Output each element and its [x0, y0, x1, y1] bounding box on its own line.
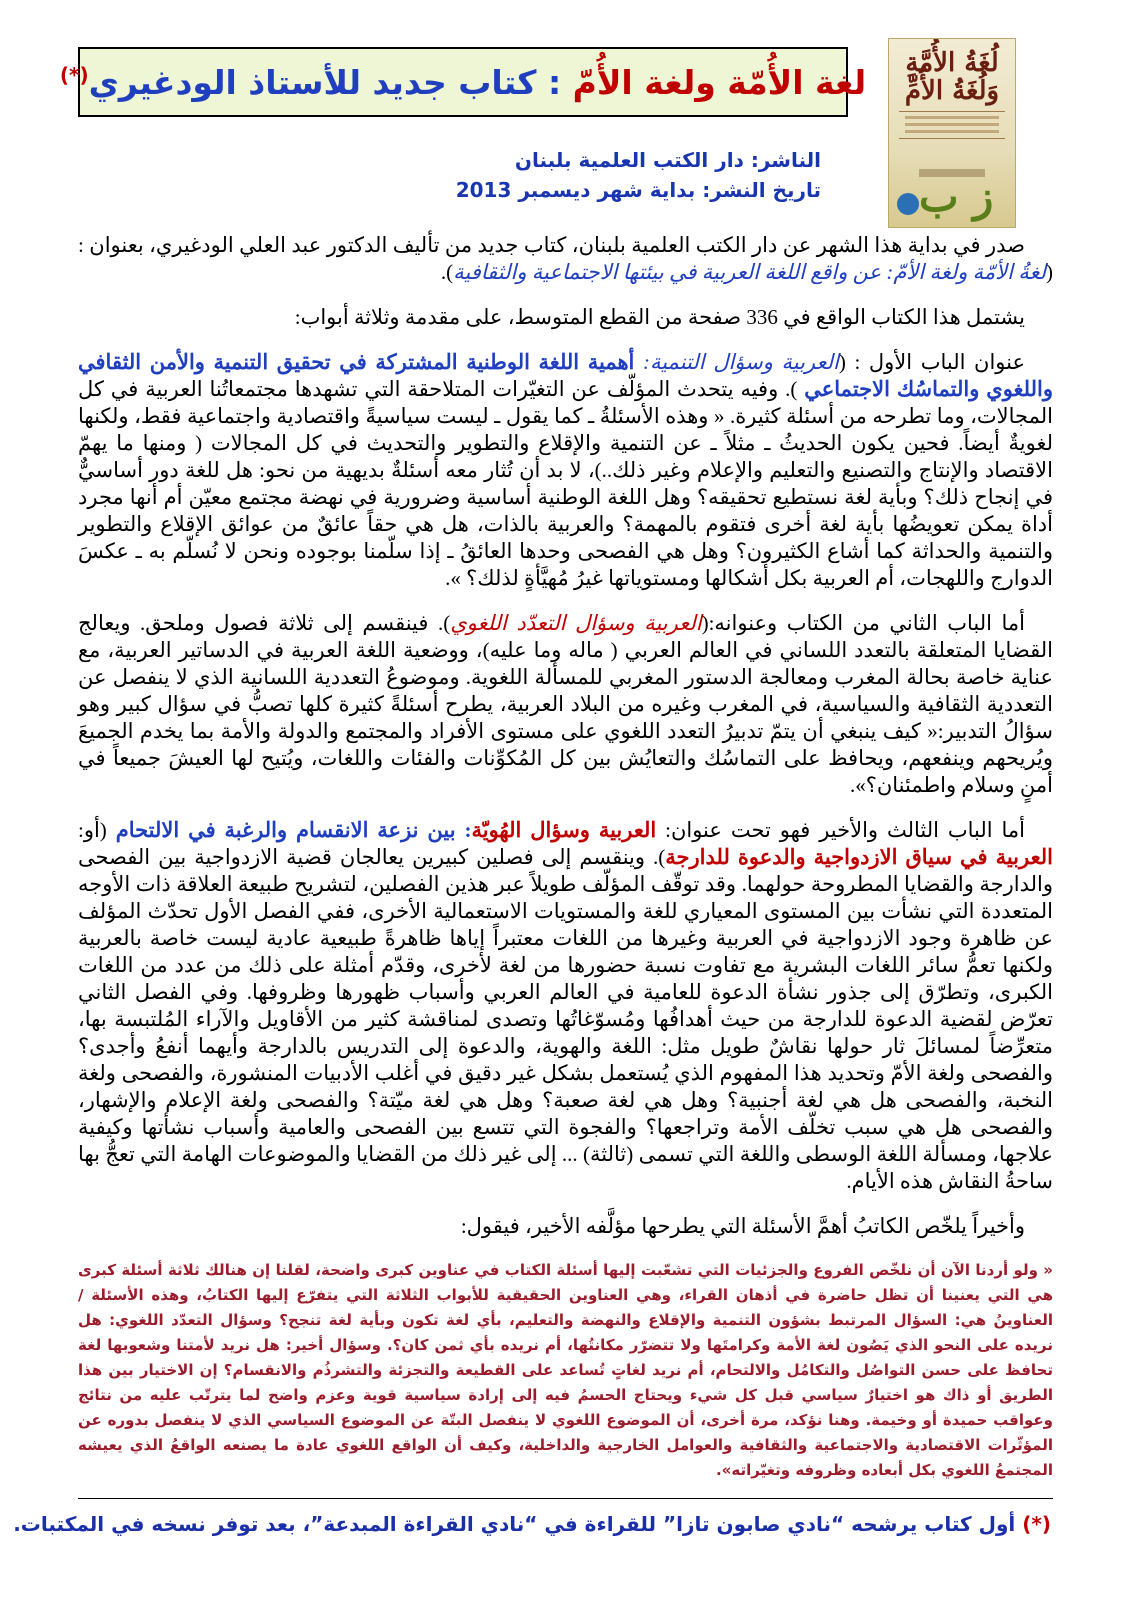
title-footnote-mark: (*) — [59, 63, 89, 87]
paragraph-contents: يشتمل هذا الكتاب الواقع في 336 صفحة من القطع المتوسط، على مقدمة وثلاثة أبواب: — [294, 305, 1025, 329]
footnote-divider — [78, 1498, 1053, 1499]
paragraph-chapter-2 — [78, 610, 1053, 799]
chapter1-text: ). وفيه يتحدث المؤلّف عن التغيّرات المتلاحقة التي تشهدها مجتمعاتُنا العربية في كل المجالات، وما تطرحه من أسئلة كثيرة. « وهذه الأسئلةُ ـ كما يقول ـ ليست سياسيةً واقتصادية واجتماعية فقط، ولكنها لغويةٌ أيضاً. فحين يكون الحديثُ ـ مثلاً ـ عن التنمية والإقلاع والتطوير والتحديث في كل المجالات ( ومنها ما يهمّ الاقتصاد والإنتاج والتصنيع والتعليم والإعلام وغير ذلك..)، لا بد أن تُثار معه أسئلةٌ بديهية من نحو: هل للغة دور أساسيٌّ في إنجاح ذلك؟ وبأية لغة نستطيع تحقيقه؟ وهل اللغة الوطنية أساسية وضرورية في نهضة مجتمع معيّن أم أنها مجرد أداة يمكن تعويضُها بأية لغة أخرى فتقوم بالمهمة؟ والعربية بالذات، هل هي حقاً عائقٌ من عوائق الإقلاع والتطوير والتنمية والحداثة كما أشاع الكثيرون؟ وهل هي الفصحى وحدها العائقُ ـ إذا سلّمنا بوجوده ونحن لا نُسلّم به ـ عكسَ الدوارج واللهجات، أم العربية بكل أشكالها ومستوياتها غيرُ مُهيَّأةٍ لذلك؟ ». — [78, 377, 1053, 590]
chapter3-text: ). وينقسم إلى فصلين كبيرين يعالجان قضية الازدواجية بين الفصحى والدارجة والقضايا المطروحة حولهما. وقد توقّف المؤلّف طويلاً عبر هذين الفصلين، لتشريح طبيعة العلاقة ذات الأوجه المتعددة التي نشأت بين المستوى المعياري للغة والمستويات الاستعمالية الأخرى، ففي الفصل الأول تحدّث المؤلف عن ظاهرة وجود الازدواجية في العربية وغيرها من اللغات معتبراً إياها ظاهرةً طبيعية عادية ليست خاصة بالعربية ولكنها تعمُّ سائر اللغات البشرية مع تفاوت نسبة حضورها من لغة لأخرى، وقدّم أمثلة على ذلك من عدد من اللغات الكبرى، وتطرّق إلى جذور نشأة الدعوة للعامية في العالم العربي وأسباب ظهورها وظروفها. وفي الفصل الثاني تعرّض لقضية الدعوة للدارجة من حيث أهدافُها ومُسوّغاتُها وتصدى لمناقشة كثير من الأقاويل والآراء المُلتبسة بها، متعرِّضاً لمسائلَ ثار حولها نقاشٌ طويل مثل: اللغة والهوية، والدعوة إلى التدريس بالدارجة وأيهما أنفعُ وأجدى؟ والفصحى ولغة الأمّ وتحديد هذا المفهوم الذي يُستعمل بشكل غير دقيق في أغلب الأدبيات المنشورة، والفصحى ولغة النخبة، والفصحى هل هي لغة أجنبية؟ وهل هي لغة صعبة؟ وهل هي لغة ميّتة؟ والفصحى ولغة الإعلام والإشهار، والفصحى هل هي سبب تخلّف الأمة وتراجعها؟ والفجوة التي تتسع بين الفصحى والعامية وأسباب نشأتها وكيفية علاجها، ومسألة اللغة الوسطى واللغة التي تسمى (ثالثة) ... إلى غير ذلك من القضايا والموضوعات الهامة التي تعجُّ بها ساحةُ النقاش هذه الأيام. — [78, 845, 1053, 1193]
book-cover-subtitle-band — [899, 111, 1005, 139]
chapter3-title-blue: : بين نزعة الانقسام والرغبة في الالتحام — [115, 818, 472, 842]
publisher-block — [456, 145, 821, 205]
chapter3-lead: أما الباب الثالث والأخير فهو تحت عنوان: — [656, 818, 1025, 842]
publisher-line: الناشر: دار الكتب العلمية بلبنان — [514, 148, 821, 172]
title-box — [59, 47, 867, 117]
author-quote: « ولو أردنا الآن أن نلخّص الفروع والجزئيات التي تشعّبت إليها أسئلة الكتاب في عناوين كبرى واضحة، لقلنا إن هنالك ثلاثة أسئلة كبرى هي التي يعنينا أن تظل حاضرة في أذهان القراء، وهي العناوين الحقيقية للأبواب الثلاثة التي يتفرّع إليها الكتابُ، وهذه الأسئلة / العناوينُ هي: السؤال المرتبط بشؤون التنمية والإقلاع والنهضة والتعليم، بأي لغة تكون وبأية لغة تنجح؟ وسؤال التعدّد اللغوي: هل نريده على النحو الذي يَصُون لغة الأمة وكرامتَها ولا تتضرّر مكانتُها، أم نريده بأي ثمن كان؟. وسؤال أخير: هل نريد لأمتنا وشعوبها لغة تحافظ على حسن التواصُل والتكامُل والالتحام، أم نريد لغاتٍ تُساعد على القطيعة والتجزئة والتشرذُم والانقسام؟ إن الاختيار بين هذا الطريق أو ذاك هو اختيارٌ سياسي قبل كل شيء ويحتاج الحسمُ فيه إلى إرادة سياسية قوية وعزم واضح لما يترتّب عليه من نتائج وعواقب حميدة أو وخيمة. وهنا نؤكد، مرة أخرى، أن الموضوع اللغوي لا ينفصل البتّة عن الموضوع السياسي الذي لا ينفصل بدوره عن المؤثّرات الاقتصادية والاجتماعية والثقافية والعوامل الخارجية والداخلية، وكيف أن الواقع اللغوي عادة ما يصنعه الواقعُ الذي يعيشه المجتمعُ اللغوي بكل أبعاده وظروفه وتغيّراته». — [78, 1261, 1053, 1479]
chapter2-lead: أما الباب الثاني من الكتاب وعنوانه:( — [701, 611, 1025, 635]
chapter1-title-italic: العربية وسؤال التنمية: — [642, 350, 839, 374]
intro-text: صدر في بداية هذا الشهر عن دار الكتب العلمية بلبنان، كتاب جديد من تأليف الدكتور عبد العلي الودغيري، بعنوان : ( — [78, 233, 1053, 284]
title-part2: كتاب جديد للأستاذ الودغيري — [88, 63, 537, 102]
chapter3-alt-title: العربية في سياق الازدواجية والدعوة للدارجة — [665, 845, 1053, 869]
book-cover-letters: ز ب — [919, 172, 994, 221]
title-separator: : — [536, 63, 573, 102]
footnote-text: أول كتاب يرشحه “نادي صابون تازا” للقراءة في “نادي القراءة المبدعة”، بعد توفر نسخه في المكتبات. — [13, 1512, 1023, 1536]
chapter1-lead: عنوان الباب الأول : ( — [838, 350, 1025, 374]
chapter1-title-bold: أهمية اللغة الوطنية المشتركة في تحقيق التنمية والأمن الثقافي واللغوي والتماسُك الاجتماعي — [78, 350, 1053, 401]
paragraph-summary-lead: وأخيراً يلخّص الكاتبُ أهمَّ الأسئلة التي يطرحها مؤلَّفه الأخير، فيقول: — [460, 1214, 1025, 1238]
footnote-mark: (*) — [1022, 1512, 1051, 1536]
chapter2-text: ). فينقسم إلى ثلاثة فصول وملحق. ويعالج القضايا المتعلقة بالتعدد اللساني في العالم العربي ( ماله وما عليه)، ووضعية اللغة العربية في الدساتير العربية، مع عناية خاصة بحالة المغرب ومعالجة الدستور المغربي للمسألة اللغوية. وموضوعُ التعددية اللسانية الذي لا ينفصل عن التعددية الثقافية والسياسية، في المغرب وغيره من البلاد العربية، يطرح أسئلةً كثيرة كلها تصبُّ في سؤال كبير وهو سؤالُ التدبير:« كيف ينبغي أن يتمّ تدبيرُ التعدد اللغوي على مستوى الأفراد والمجتمع والدولة والأمة بما يخدم الجميعَ ويُريحهم وينفعهم، ويحافظ على التماسُك والتعايُش بين كل المُكوِّنات والفئات واللغات، ويُتيح لها العيشَ جميعاً في أمنٍ وسلام واطمئنان؟». — [78, 611, 1053, 797]
book-cover-image — [888, 38, 1016, 228]
paragraph-chapter-3 — [78, 817, 1053, 1195]
chapter3-or: (أو: — [78, 818, 116, 842]
publisher-logo-icon — [897, 193, 919, 215]
publish-date-line: تاريخ النشر: بداية شهر ديسمبر 2013 — [455, 178, 821, 202]
title-part1: لغة الأُمّة ولغة الأُمّ — [572, 63, 867, 102]
footnote — [13, 1512, 1051, 1536]
article-body — [78, 232, 1053, 1501]
intro-end: ). — [440, 260, 454, 284]
book-title-inline: لغةُ الأمّة ولغة الأمّ: عن واقع اللغة العربية في بيئتها الاجتماعية والثقافية — [453, 260, 1046, 284]
paragraph-intro — [78, 232, 1053, 286]
chapter3-title-red: العربية وسؤال الهُويّة — [471, 818, 657, 842]
chapter2-title: العربية وسؤال التعدّد اللغوي — [450, 611, 702, 635]
book-cover-title: لُغَةُ الأُمَّةِ وَلُغَةُ الأُمِّ — [904, 48, 1000, 106]
page-title — [59, 63, 867, 102]
paragraph-chapter-1 — [78, 349, 1053, 592]
